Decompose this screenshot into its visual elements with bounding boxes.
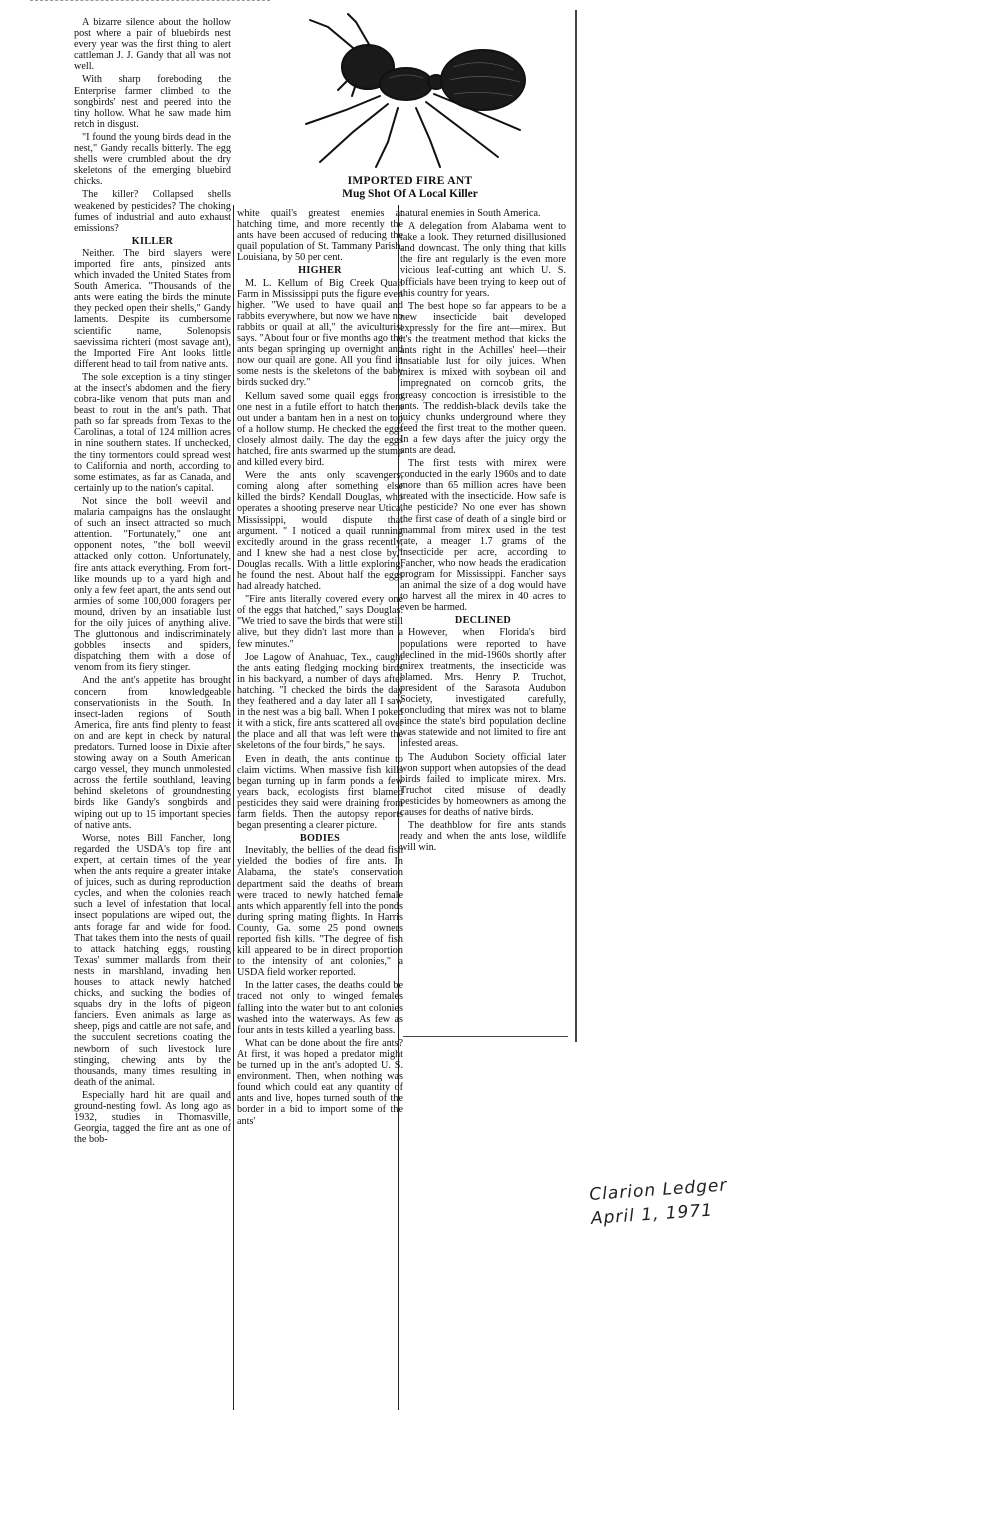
article-paragraph: The Audubon Society official later won support when autopsies of the dead birds failed to implicate mirex. Mrs. Truchot cited misuse of deadly pesticides by homeowners as among the causes for deaths of native birds.: [400, 751, 566, 818]
article-paragraph: In the latter cases, the deaths could be traced not only to winged females falling into the water but to ant colonies washed into the waterways. As few as four ants in tests killed a yearling bass.: [237, 980, 403, 1036]
article-paragraph: Not since the boll weevil and malaria campaigns has the onslaught of such an insect attracted so much attention. "Fortunately," one ant opponent notes, "the boll weevil attacked only cotton. Unfortunately, fire ants attack everything. From fort-like mounds up to a yard high and only a few feet apart, the ants send out armies of some 100,000 foragers per mound, driven by an insatiable lust for the oily juices of anything alive. The gluttonous and indiscriminately gobbles insects and spiders, dispatching them with a dose of venom from its fiery stinger.: [74, 495, 231, 674]
handwritten-source-note: [589, 1169, 792, 1231]
section-heading: KILLER: [131, 235, 174, 247]
article-paragraph: Worse, notes Bill Fancher, long regarded the USDA's top fire ant expert, at certain times of the year when the ants require a greater intake of juices, such as during reproduction cycles, and when the colonies reach such a level of infestation that local insect populations are wiped out, the ants forage far and wide for food. That takes them into the nests of quail to attack hatching eggs, rousting Texas' summer mallards from their nests in marshland, invading hen houses to attack newly hatched chicks, and sucking the bodies of squabs dry in the lofts of pigeon fanciers. Even animals as large as sheep, pigs and cattle are not safe, and the succulent secretions coating the newborn of such livestock lure stinging, chewing ants by the thousands, many times resulting in death of the animal.: [74, 832, 231, 1088]
article-paragraph: white quail's greatest enemies at hatching time, and more recently the ants have been accused of reducing the quail population of St. Tammany Parish, Louisiana, by 50 per cent.: [237, 208, 403, 264]
article-paragraph: What can be done about the fire ants? At first, it was hoped a predator might be turned up in the ant's adopted U. S. environment. Then, when nothing was found which could eat any quantity of ants and live, hopes turned south of the border in a bid to import some of the ants': [237, 1037, 403, 1127]
article-paragraph: A bizarre silence about the hollow post where a pair of bluebirds nest every year was the first thing to alert cattleman J. J. Gandy that all was not well.: [74, 17, 231, 73]
section-heading: DECLINED: [454, 615, 512, 627]
section-heading: BODIES: [299, 833, 341, 845]
article-paragraph: "Fire ants literally covered every one of the eggs that hatched," says Douglas. "We tried to save the birds that were still alive, but they didn't last more than a few minutes.": [237, 594, 403, 650]
handwritten-date: April 1, 1971: [590, 1200, 714, 1229]
article-paragraph: The first tests with mirex were conducted in the early 1960s and to date more than 65 million acres have been treated with the insecticide. How safe is the pesticide? No one ever has shown the first case of death of a single bird or mammal from mirex used in the test rate, a meager 1.7 grams of the insecticide per acre, according to Fancher, who now heads the eradication program for Mississippi. Fancher says an animal the size of a dog would have to harvest all the mirex in 40 acres to even be harmed.: [400, 458, 566, 614]
article-paragraph: Especially hard hit are quail and ground-nesting fowl. As long ago as 1932, studies in Thomasville, Georgia, tagged the fire ant as one of the bob-: [74, 1089, 231, 1146]
article-paragraph: Inevitably, the bellies of the dead fish yielded the bodies of fire ants. In Alabama, the state's conservation department said the deaths of bream were traced to newly hatched female ants which apparently fell into the ponds during spring mating flights. In Harris County, Ga. some 25 pond owners reported fish kills. "The degree of fish kill appeared to be in direct proportion to the intensity of ant colonies," a USDA field worker reported.: [237, 845, 403, 979]
article-paragraph: The sole exception is a tiny stinger at the insect's abdomen and the fiery cobra-like venom that puts man and beast to rout in the ant's path. That path so far spreads from Texas to the Carolinas, a total of 124 million acres in nine southern states. If unchecked, the tiny tormentors could spread west to California and north, according to some estimates, as far as Canada, and certainly up to the nation's capital.: [74, 371, 231, 494]
figure-caption-title: IMPORTED FIRE ANT: [347, 175, 473, 187]
article-paragraph: With sharp foreboding the Enterprise farmer climbed to the songbirds' nest and peered into the tiny hollow. What he saw made him retch in disgust.: [74, 74, 231, 130]
article-paragraph: The killer? Collapsed shells weakened by pesticides? The choking fumes of industrial and auto exhaust emissions?: [74, 189, 231, 234]
article-paragraph: M. L. Kellum of Big Creek Quail Farm in Mississippi puts the figure even higher. "We used to have quail and rabbits everywhere, but now we have no rabbits or quail at all," the aviculturist says. "About four or five months ago the ants began springing up overnight and now our quail are gone. All you find in some nests is the skeletons of the baby birds sucked dry.": [237, 277, 403, 389]
article-paragraph: The deathblow for fire ants stands ready and when the ants lose, wildlife will win.: [400, 820, 566, 854]
article-column-2: [237, 208, 403, 1408]
article-paragraph: Kellum saved some quail eggs from one nest in a futile effort to hatch them out under a bantam hen in a nest on top of a hollow stump. He checked the eggs closely almost daily. The day the eggs hatched, fire ants swarmed up the stump and killed every bird.: [237, 390, 403, 469]
article-column-1: [74, 17, 231, 1410]
article-paragraph: And the ant's appetite has brought concern from knowledgeable conservationists in the South. In insect-laden regions of South America, fire ants find plenty to feast on and are kept in check by natural predators. Turned loose in Dixie after stowing away on a South American cargo vessel, they munch unmolested across the fertile southland, leaving behind skeletons of groundnesting birds like Gandy's songbirds and wiping out up to 15 important species of native ants.: [74, 675, 231, 831]
article-paragraph: Even in death, the ants continue to claim victims. When massive fish kills began turning up in farm ponds a few years back, ecologists first blamed pesticides they said were draining from farm fields. Then the autopsy reports began presenting a clearer picture.: [237, 753, 403, 832]
section-heading: HIGHER: [298, 265, 342, 277]
article-end-rule: [403, 1036, 568, 1037]
figure-caption-subtitle: Mug Shot Of A Local Killer: [342, 188, 478, 200]
article-paragraph: Joe Lagow of Anahuac, Tex., caught the ants eating fledging mocking birds in his backyard, a number of days after hatching. "I checked the birds the day they feathered and a day later all I saw in the nest was a big ball. When I poked it with a stick, fire ants scattered all over the place and all that was left were the skeletons of the four birds," he says.: [237, 651, 403, 752]
clipping-edge-line: [575, 10, 577, 1042]
article-paragraph: The best hope so far appears to be a new insecticide bait developed expressly for the fire ant—mirex. But it's the treatment method that kicks the ants right in the Achilles' heel—their insatiable lust for oily juices. When mirex is mixed with soybean oil and impregnated on corncob grits, the greasy concoction is irresistible to the ants. The reddish-black devils take the juicy chunks underground where they feed the first treat to the mother queen. In a few days after the juicy orgy the ants are dead.: [400, 300, 566, 456]
article-paragraph: "I found the young birds dead in the nest," Gandy recalls bitterly. The egg shells were crumbled about the dry skeletons of the emerging bluebird chicks.: [74, 131, 231, 188]
handwritten-publication: Clarion Ledger: [588, 1175, 729, 1205]
article-paragraph: natural enemies in South America.: [400, 208, 541, 219]
fire-ant-illustration-icon: [258, 12, 558, 172]
article-paragraph: However, when Florida's bird populations were reported to have declined in the mid-1960s shortly after mirex treatments, the insecticide was blamed. Mrs. Henry P. Truchot, president of the Sarasota Audubon Society, investigated carefully, concluding that mirex was not to blame since the state's bird population decline was statewide and not limited to fire ant infested areas.: [400, 627, 566, 750]
article-paragraph: Were the ants only scavengers, coming along after something else killed the birds? Kendall Douglas, who operates a shooting preserve near Utica, Mississippi, would dispute that argument. " I noticed a quail running excitedly around in the grass recently, and I knew she had a nest close by," Douglas recalls. With a little exploring, he found the nest. About half the eggs had already hatched.: [237, 470, 403, 593]
article-paragraph: A delegation from Alabama went to take a look. They returned disillusioned and downcast. The only thing that kills the fire ant regularly is the even more vicious leaf-cutting ant which U. S. officials have been trying to keep out of this country for years.: [400, 221, 566, 299]
column-divider: [233, 205, 234, 1410]
article-paragraph: Neither. The bird slayers were imported fire ants, pinsized ants which invaded the United States from South America. "Thousands of the ants were eating the birds the minute they pecked open their shells," Gandy laments. Despite its cumbersome scientific name, Solenopsis saevissima richteri (most savage ant), the Imported Fire Ant looks little different head to tail from native ants.: [74, 247, 231, 370]
article-column-3: [400, 208, 566, 1036]
clipping-edge-mark: [30, 0, 270, 5]
